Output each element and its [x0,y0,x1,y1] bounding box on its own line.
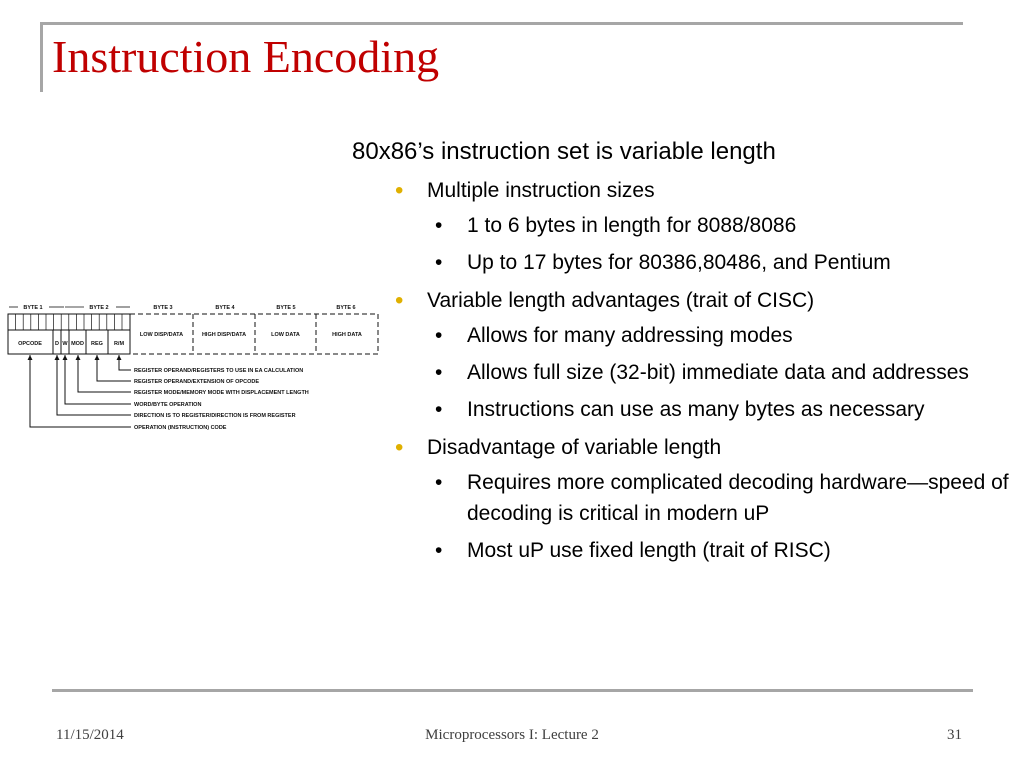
bullet-level1 [352,434,1012,461]
byte-label: BYTE 1 [23,305,43,311]
field-description: REGISTER OPERAND/REGISTERS TO USE IN EA CALCULATION [134,368,304,374]
bullet-text: Most uP use fixed length (trait of RISC) [467,539,831,562]
field-label: R/M [113,341,125,347]
byte-label: BYTE 5 [276,305,296,311]
bullet-text: Allows for many addressing modes [467,324,793,347]
frame-top-line [40,22,963,25]
bullet-text: Instructions can use as many bytes as necessary [467,398,925,421]
bullet-dot-icon: • [435,398,443,421]
main-heading: 80x86’s instruction set is variable length [352,138,776,165]
bullet-text: Allows full size (32-bit) immediate data and addresses [467,361,969,384]
byte-label: BYTE 2 [89,305,109,311]
instruction-format-svg [6,300,381,445]
slide-title: Instruction Encoding [52,31,440,82]
field-label: HIGH DATA [332,332,362,338]
field-label: REG [91,341,103,347]
footer-course: Microprocessors I: Lecture 2 [425,727,599,743]
field-label: W [62,341,68,347]
byte-label: BYTE 4 [215,305,235,311]
bit-dividers [16,314,122,330]
bullet-text: Variable length advantages (trait of CISC) [427,289,815,312]
bullet-level2 [352,394,1012,425]
field-description: WORD/BYTE OPERATION [134,402,202,408]
bullet-text: 1 to 6 bytes in length for 8088/8086 [467,214,797,237]
bullet-text: Disadvantage of variable length [427,436,722,459]
bullet-dot-icon: • [435,324,443,347]
bullet-text: Multiple instruction sizes [427,179,655,202]
field-description: REGISTER MODE/MEMORY MODE WITH DISPLACEMENT LENGTH [134,390,309,396]
field-label: OPCODE [18,341,42,347]
field-description: REGISTER OPERAND/EXTENSION OF OPCODE [134,379,259,385]
frame-vertical-line [40,22,43,92]
byte-label: BYTE 3 [153,305,173,311]
pointer-lines [30,355,131,427]
bullet-dot-icon: • [435,471,443,494]
field-description: DIRECTION IS TO REGISTER/DIRECTION IS FROM REGISTER [134,413,296,419]
bullet-dot-icon: • [395,434,404,461]
bullet-text: Up to 17 bytes for 80386,80486, and Pentium [467,251,891,274]
field-label: LOW DISP/DATA [139,332,184,338]
byte-label: BYTE 6 [336,305,356,311]
bullet-level2 [352,210,1012,241]
bullet-dot-icon: • [435,539,443,562]
bullet-level2 [352,357,1012,388]
bullet-level2 [352,535,1012,566]
bullet-level2 [352,247,1012,278]
field-label: D [55,341,59,347]
bullet-dot-icon: • [395,287,404,314]
field-description: OPERATION (INSTRUCTION) CODE [134,425,227,431]
field-label: HIGH DISP/DATA [201,332,247,338]
bullet-level2 [352,467,1012,529]
bullet-dot-icon: • [435,251,443,274]
pointer-arrowheads [28,355,122,360]
bullet-text: Requires more complicated decoding hardware—speed of decoding is critical in modern uP [467,471,1009,525]
footer-date: 11/15/2014 [56,727,124,743]
field-label: MOD [71,341,84,347]
bullet-level2 [352,320,1012,351]
footer-rule [52,689,973,692]
slide-number: 31 [947,727,962,743]
bullet-dot-icon: • [395,177,404,204]
bullet-level1 [352,177,1012,204]
bullet-dot-icon: • [435,361,443,384]
slide-content [352,136,1012,566]
instruction-format-diagram [6,300,381,445]
field-label: LOW DATA [271,332,300,338]
bullet-level1 [352,287,1012,314]
bullet-dot-icon: • [435,214,443,237]
